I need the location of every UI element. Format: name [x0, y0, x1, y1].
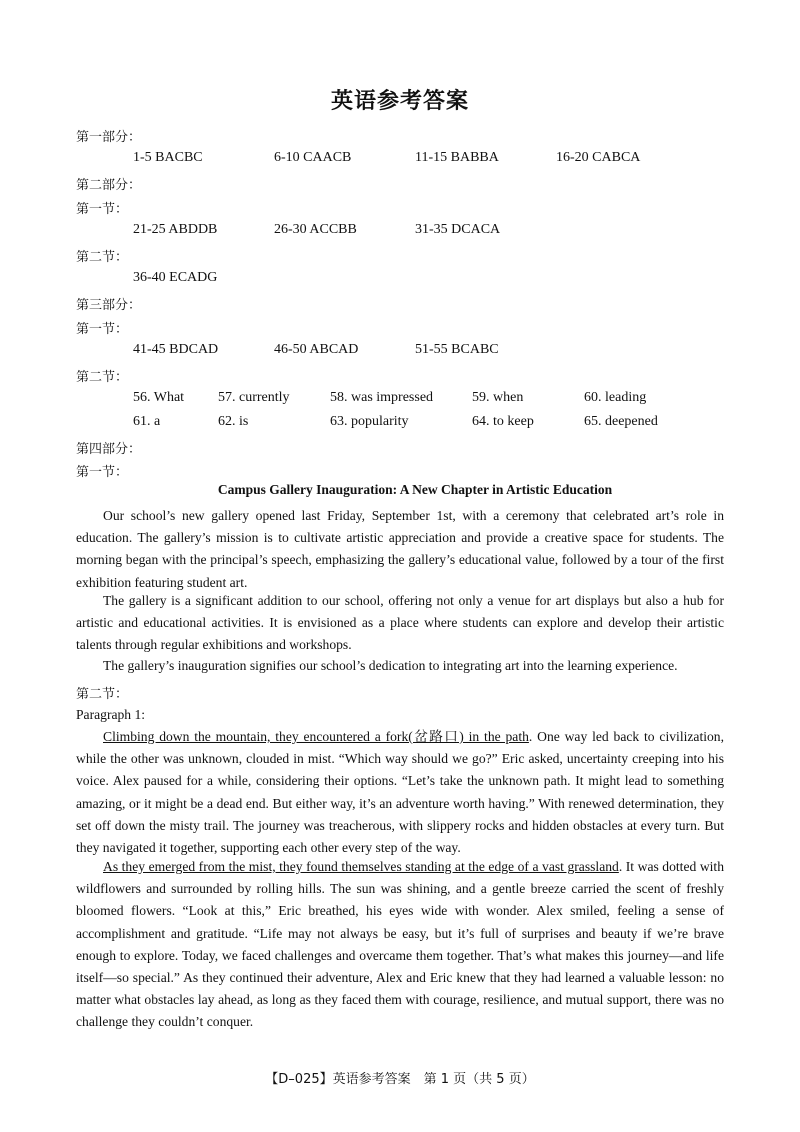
blank-answer: 56. What [133, 390, 185, 405]
blank-answer: 57. currently [218, 390, 290, 405]
blank-answer: 62. is [218, 414, 249, 429]
essay-paragraph: Our school’s new gallery opened last Friday, September 1st, with a ceremony that celebrated art’s role in education. The gallery’s mission is to cultivate artistic appreciation and provide a creative space for students. The morning began with the principal’s speech, emphasizing the gallery’s educational value, followed by a tour of the first exhibition featuring student art. [76, 508, 724, 590]
paragraph-text: . One way led back to civilization, while the other was unknown, clouded in mist. “Which way should we go?” Eric asked, uncertainty creeping into his voice. Alex paused for a while, considering their options. “Let’s take the unknown path. It might lead to something amazing, or it might be a dead end. But either way, it’s an adventure worth having.” With renewed determination, they set off down the misty trail. The journey was treacherous, with slippery rocks and hidden obstacles at every turn. But they navigated it together, supporting each other every step of the way. [76, 729, 724, 856]
essay-paragraph: The gallery’s inauguration signifies our school’s dedication to integrating art into the learning experience. [103, 658, 678, 673]
paragraph-label: Paragraph 1: [76, 707, 146, 722]
part2-s1-answer-1: 21-25 ABDDB [133, 222, 218, 237]
page-footer: 【D–025】英语参考答案 第 1 页（共 5 页） [265, 1072, 535, 1087]
part4-label: 第四部分： [76, 442, 142, 457]
part2-section1-label: 第一节： [76, 202, 129, 217]
part1-label: 第一部分： [76, 130, 142, 145]
part2-s2-answer-1: 36-40 ECADG [133, 270, 218, 285]
part3-label: 第三部分： [76, 298, 142, 313]
essay-paragraph: The gallery is a significant addition to our school, offering not only a venue for art displays but also a hub for artistic and educational activities. It is envisioned as a place where students can explore and develop their artistic talents through regular exhibitions and workshops. [76, 593, 724, 653]
part4-section2-label: 第二节： [76, 687, 129, 702]
part3-section2-label: 第二节： [76, 370, 129, 385]
blank-answer: 63. popularity [330, 414, 409, 429]
part1-answer-4: 16-20 CABCA [556, 150, 641, 165]
underlined-opening-sentence: Climbing down the mountain, they encountered a fork(岔路口) in the path [103, 729, 529, 744]
underlined-opening-sentence: As they emerged from the mist, they found themselves standing at the edge of a vast grassland [103, 859, 619, 874]
paragraph-text: . It was dotted with wildflowers and surrounded by rolling hills. The sun was shining, and a gentle breeze carried the scent of freshly bloomed flowers. “Look at this,” Eric breathed, his eyes wide with wonder. Alex smiled, feeling a sense of accomplishment and gratitude. “Life may not always be easy, but it’s full of surprises and beauty if we’re brave enough to explore. Today, we faced challenges and overcame them together. That’s what makes this journey—and life itself—so special.” As they continued their adventure, Alex and Eric knew that they had learned a valuable lesson: no matter what obstacles lay ahead, as long as they faced them with courage, resilience, and mutual support, there was no challenge they couldn’t conquer. [76, 859, 724, 1030]
part1-answer-2: 6-10 CAACB [274, 150, 352, 165]
part2-section2-label: 第二节： [76, 250, 129, 265]
blank-answer: 61. a [133, 414, 161, 429]
part3-s1-answer-2: 46-50 ABCAD [274, 342, 359, 357]
part3-section1-label: 第一节： [76, 322, 129, 337]
continuation-paragraph-1 [76, 726, 724, 859]
blank-answer: 65. deepened [584, 414, 658, 429]
essay-title: Campus Gallery Inauguration: A New Chapter in Artistic Education [217, 482, 613, 497]
page-title: 英语参考答案 [330, 89, 469, 114]
blank-answer: 64. to keep [472, 414, 534, 429]
part2-label: 第二部分： [76, 178, 142, 193]
part3-s1-answer-3: 51-55 BCABC [415, 342, 499, 357]
part2-s1-answer-2: 26-30 ACCBB [274, 222, 357, 237]
blank-answer: 60. leading [584, 390, 647, 405]
part4-section1-label: 第一节： [76, 465, 129, 480]
part1-answer-1: 1-5 BACBC [133, 150, 203, 165]
part3-s1-answer-1: 41-45 BDCAD [133, 342, 219, 357]
part1-answer-3: 11-15 BABBA [415, 150, 499, 165]
blank-answer: 58. was impressed [330, 390, 434, 405]
blank-answer: 59. when [472, 390, 524, 405]
continuation-paragraph-2 [76, 856, 724, 1034]
part2-s1-answer-3: 31-35 DCACA [415, 222, 501, 237]
